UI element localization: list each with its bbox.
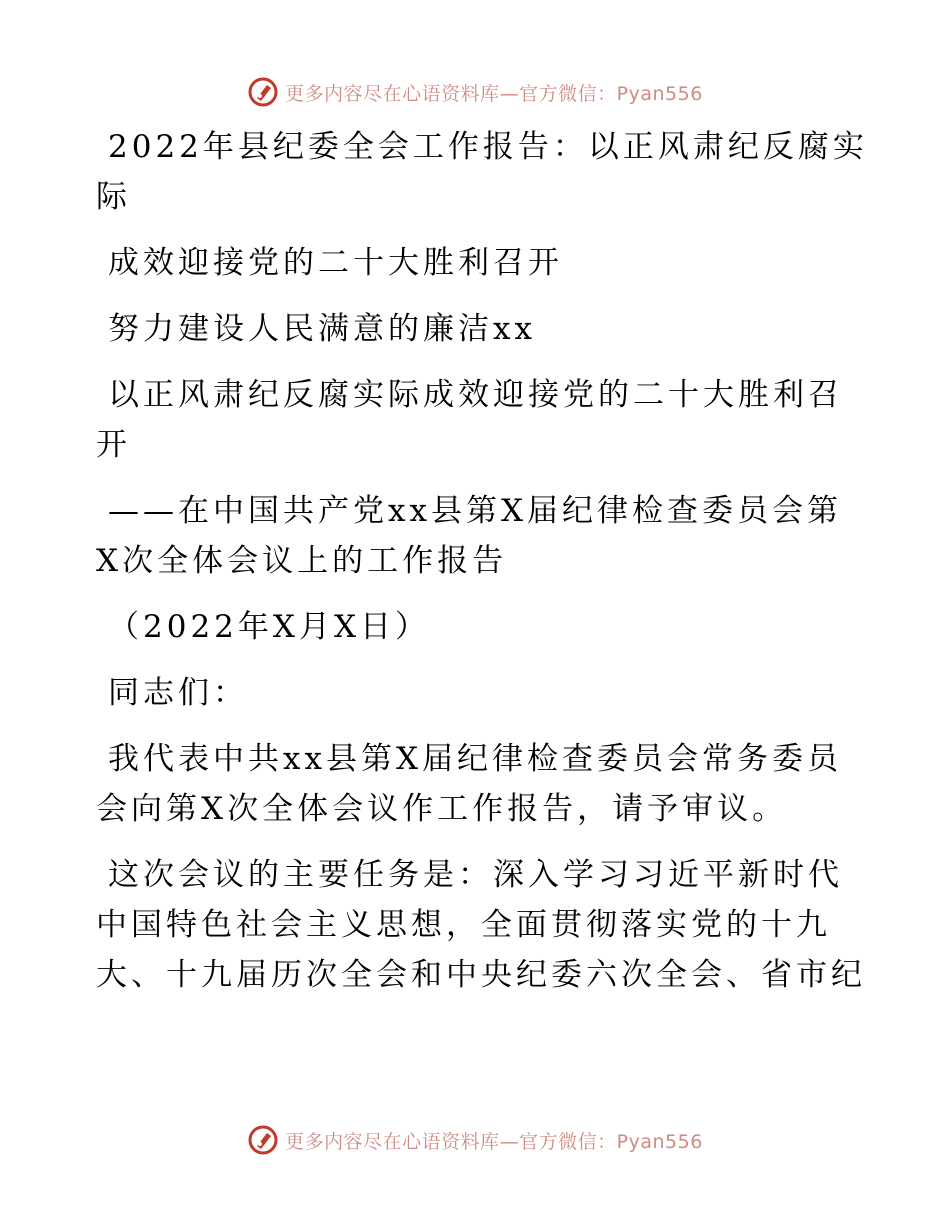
title-line-2: 际 bbox=[96, 179, 131, 215]
paragraph-1-line-2: 会向第X次全体会议作工作报告，请予审议。 bbox=[96, 791, 788, 827]
watermark-header bbox=[0, 72, 950, 112]
watermark-text: 更多内容尽在心语资料库—官方微信：Pyan556 bbox=[285, 1130, 703, 1153]
paragraph-1-line-1: 我代表中共xx县第X届纪律检查委员会常务委员 bbox=[108, 741, 843, 777]
paragraph-2-line-2: 中国特色社会主义思想，全面贯彻落实党的十九 bbox=[96, 907, 831, 943]
subheading-line-1: ——在中国共产党xx县第X届纪律检查委员会第 bbox=[108, 493, 843, 529]
title-line-1: 2022年县纪委全会工作报告：以正风肃纪反腐实 bbox=[108, 129, 868, 165]
date-line: （2022年X月X日） bbox=[108, 609, 431, 645]
heading-line-2: 开 bbox=[96, 427, 131, 463]
salutation: 同志们： bbox=[108, 675, 248, 711]
subheading-line-2: X次全体会议上的工作报告 bbox=[96, 543, 508, 579]
title-line-3: 成效迎接党的二十大胜利召开 bbox=[108, 245, 563, 281]
watermark-text: 更多内容尽在心语资料库—官方微信：Pyan556 bbox=[285, 82, 703, 105]
heading-line-1: 以正风肃纪反腐实际成效迎接党的二十大胜利召 bbox=[108, 377, 843, 413]
watermark-footer bbox=[0, 1120, 950, 1160]
title-line-4: 努力建设人民满意的廉洁xx bbox=[108, 311, 536, 347]
paragraph-2-line-1: 这次会议的主要任务是：深入学习习近平新时代 bbox=[108, 857, 843, 893]
pen-nib-circle-icon bbox=[247, 1124, 279, 1156]
pen-nib-circle-icon bbox=[247, 76, 279, 108]
paragraph-2-line-3: 大、十九届历次全会和中央纪委六次全会、省市纪 bbox=[96, 957, 866, 993]
document-body bbox=[96, 122, 868, 1000]
